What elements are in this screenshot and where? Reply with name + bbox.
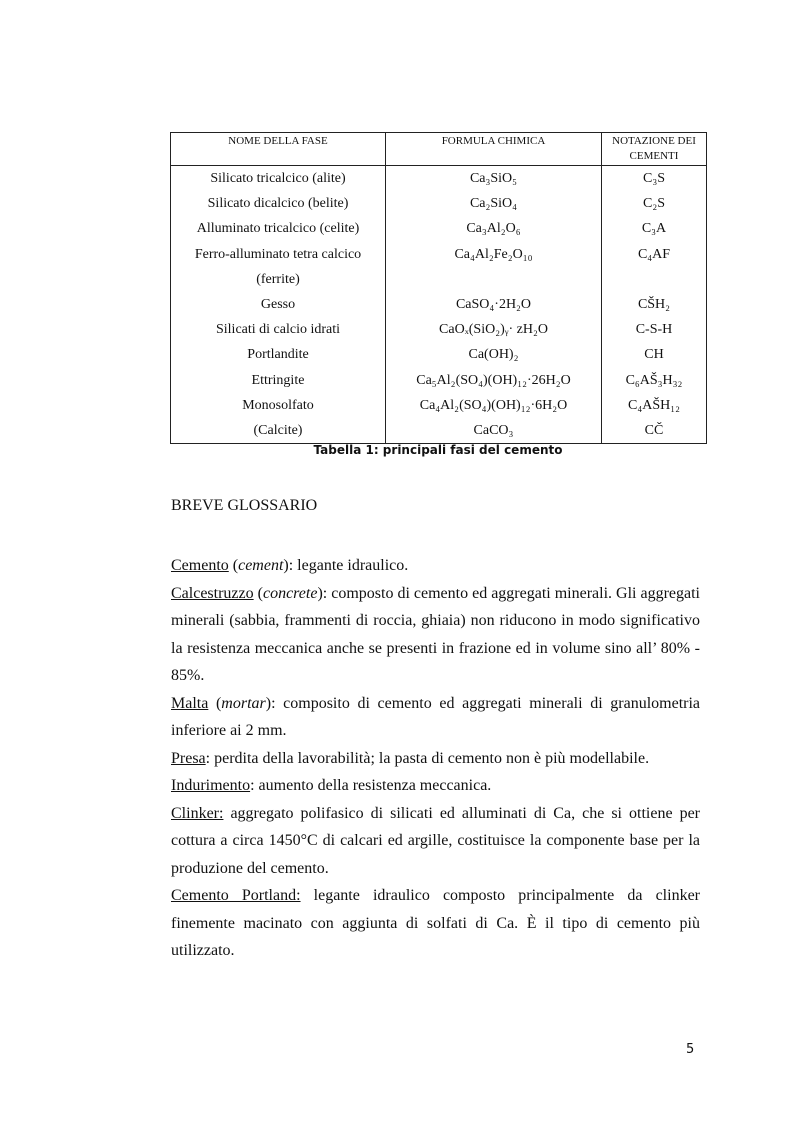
phase-notation: C₃S [602, 166, 707, 192]
phase-notation: CŠH₂ [602, 292, 707, 317]
table-row [171, 368, 707, 393]
phase-name: Monosolfato [171, 393, 386, 418]
glossary-entry-indurimento [171, 772, 700, 800]
glossary-term: Cemento [171, 557, 229, 574]
header-cement-notation: NOTAZIONE DEI CEMENTI [602, 133, 707, 166]
glossary-term: Presa [171, 749, 206, 767]
phase-notation: C₄AŠH₁₂ [602, 393, 707, 418]
glossary-text: : aumento della resistenza meccanica. [250, 777, 492, 794]
header-phase-name: NOME DELLA FASE [171, 133, 386, 166]
table-row [171, 292, 707, 317]
glossary-heading: BREVE GLOSSARIO [171, 497, 318, 514]
phase-notation: C-S-H [602, 317, 707, 342]
phase-formula: Ca₄Al₂Fe₂O₁₀ [386, 242, 602, 267]
glossary-entry-cemento-portland [171, 882, 700, 965]
glossary-text: ( [228, 557, 239, 574]
glossary-entry-cemento [171, 552, 700, 580]
glossary-term: Indurimento [171, 777, 251, 794]
glossary-text: aggregato polifasico di silicati ed alluminati di Ca, che si ottiene per cottura a circa 1450°C di calcari ed argille, costituisce la componente base per la produzione del cemento. [171, 804, 700, 877]
phase-name: (ferrite) [171, 267, 386, 292]
glossary-text: ): composto di cemento ed aggregati minerali. Gli aggregati minerali (sabbia, frammenti di roccia, ghiaia) non riducono in modo significativo la resistenza meccanica anche se presenti in frazione ed in volume sino all’ 80% - 85%. [171, 584, 701, 684]
phase-notation [602, 267, 707, 292]
phase-formula: Ca₃Al₂O₆ [386, 216, 602, 241]
table-row [171, 242, 707, 267]
glossary-text: ( [208, 694, 222, 712]
glossary-text: legante idraulico composto principalmente da clinker finemente macinato con aggiunta di solfati di Ca. È il tipo di cemento più utilizzato. [171, 887, 700, 959]
phase-name: Alluminato tricalcico (celite) [171, 216, 386, 241]
glossary-entry-malta [171, 690, 700, 745]
phase-formula: CaSO₄·2H₂O [386, 292, 602, 317]
glossary-english-term: cement [238, 557, 284, 574]
phase-notation: C₄AF [602, 242, 707, 267]
phase-name: Gesso [171, 292, 386, 317]
phase-formula [386, 267, 602, 292]
table-row [171, 418, 707, 444]
table-row [171, 216, 707, 241]
glossary-entry-presa [171, 745, 700, 773]
table-row [171, 166, 707, 192]
glossary-english-term: mortar [221, 694, 266, 712]
glossary-entry-calcestruzzo [171, 580, 700, 690]
glossary-text: ( [253, 584, 263, 602]
table-row [171, 393, 707, 418]
phase-notation: CH [602, 342, 707, 367]
table-row [171, 342, 707, 367]
table-header-row [171, 133, 707, 166]
phase-name: Silicati di calcio idrati [171, 317, 386, 342]
cement-phases-table [170, 132, 707, 444]
phase-formula: Ca(OH)₂ [386, 342, 602, 367]
table-row [171, 267, 707, 292]
table-caption: Tabella 1: principali fasi del cemento [313, 443, 563, 457]
glossary-term: Clinker: [171, 804, 224, 822]
phase-name: Silicato tricalcico (alite) [171, 166, 386, 192]
phase-notation: C₃A [602, 216, 707, 241]
phase-name: Ferro-alluminato tetra calcico [171, 242, 386, 267]
glossary-english-term: concrete [262, 584, 318, 602]
glossary-text: ): legante idraulico. [283, 557, 409, 574]
phase-notation: CČ [602, 418, 707, 444]
phase-formula: CaCO₃ [386, 418, 602, 444]
glossary-text: ): composito di cemento ed aggregati minerali di granulometria inferiore ai 2 mm. [171, 694, 701, 739]
phase-formula: CaOₓ(SiO₂)ᵧ· zH₂O [386, 317, 602, 342]
phase-name: (Calcite) [171, 418, 386, 444]
glossary-term: Calcestruzzo [171, 584, 254, 602]
header-chemical-formula: FORMULA CHIMICA [386, 133, 602, 166]
phase-notation: C₂S [602, 191, 707, 216]
phase-name: Portlandite [171, 342, 386, 367]
phase-formula: Ca₅Al₂(SO₄)(OH)₁₂·26H₂O [386, 368, 602, 393]
page-number: 5 [686, 1042, 695, 1057]
glossary [171, 552, 700, 965]
phase-notation: C₆AŠ₃H₃₂ [602, 368, 707, 393]
phase-formula: Ca₄Al₂(SO₄)(OH)₁₂·6H₂O [386, 393, 602, 418]
table-row [171, 317, 707, 342]
phase-name: Ettringite [171, 368, 386, 393]
glossary-entry-clinker [171, 800, 700, 883]
phase-formula: Ca₂SiO₄ [386, 191, 602, 216]
phase-formula: Ca₃SiO₅ [386, 166, 602, 192]
glossary-text: : perdita della lavorabilità; la pasta di cemento non è più modellabile. [205, 749, 650, 767]
table-row [171, 191, 707, 216]
glossary-term: Cemento Portland: [171, 887, 301, 904]
phase-name: Silicato dicalcico (belite) [171, 191, 386, 216]
glossary-term: Malta [171, 694, 209, 712]
